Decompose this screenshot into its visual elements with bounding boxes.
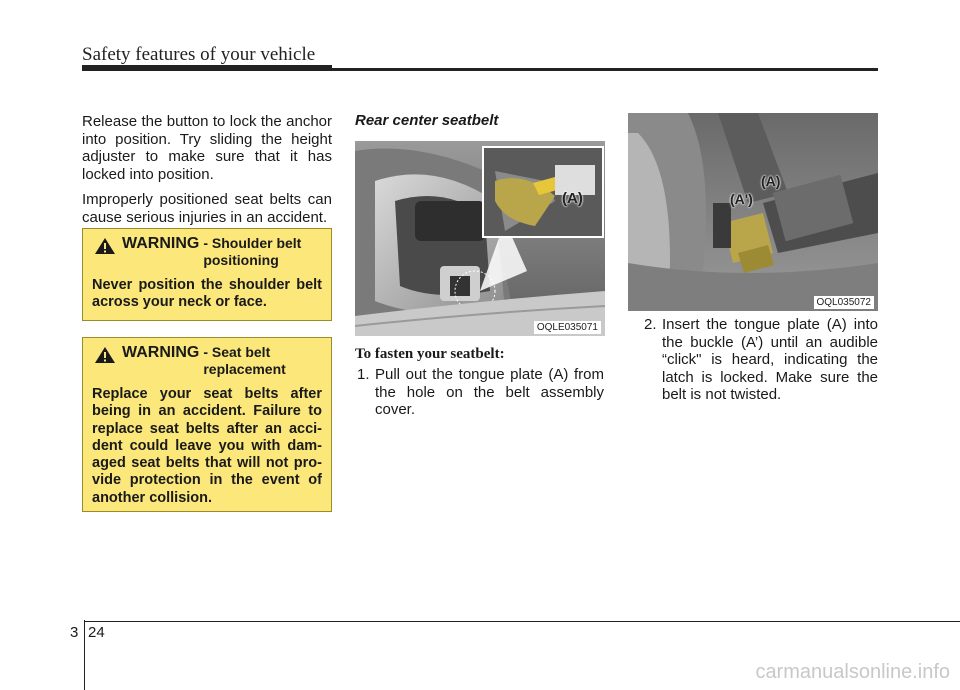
page-header-title: Safety features of your vehicle: [82, 44, 316, 65]
warning-body: Never position the shoulder belt across your neck or face.: [92, 277, 322, 311]
watermark: carmanualsonline.info: [755, 661, 950, 683]
warning-box-seat-belt-replacement: [82, 337, 332, 512]
photo-buckle-insert: [628, 113, 878, 311]
step-text: Pull out the tongue plate (A) from the hole on the belt assembly cover.: [375, 366, 604, 418]
step-number: 1.: [357, 366, 370, 383]
footer-rule: [84, 621, 960, 622]
warning-label: WARNING: [122, 235, 200, 252]
warning-body: Replace your seat belts after being in an accident. Failure to replace seat belts after an acci-dent could leave you with dam-aged seat belts that will not pro-vide protection in the event of another collision.: [92, 386, 322, 506]
belt-cover-illustration: [355, 141, 605, 336]
page-section-number: 3: [70, 624, 79, 641]
photo-code: OQLE035071: [534, 321, 601, 334]
photo-code: OQL035072: [814, 296, 875, 309]
warning-subtitle: - Seat belt replacement: [203, 344, 286, 377]
header-rule: [82, 68, 878, 71]
warning-triangle-icon: [94, 237, 116, 255]
warning-subtitle: - Shoulder belt positioning: [203, 235, 302, 268]
photo-belt-assembly-cover: [355, 141, 605, 336]
step-text: Insert the tongue plate (A) into the buckle (A’) until an audible “click" is heard, indicating the latch is locked. Make sure the belt is not twisted.: [662, 316, 878, 403]
left-column: [82, 113, 332, 234]
photo-callout-a: (A): [562, 190, 583, 207]
step-2: [644, 316, 878, 404]
photo-callout-a-prime: (A'): [730, 191, 753, 207]
warning-label: WARNING: [122, 344, 200, 361]
step-1: [357, 366, 604, 419]
paragraph-improper-position: Improperly positioned seat belts can cause serious injuries in an accident.: [82, 191, 332, 226]
page-number: 24: [88, 624, 105, 641]
warning-box-shoulder-belt: [82, 228, 332, 321]
footer-divider: [84, 620, 85, 690]
paragraph-release-button: Release the button to lock the anchor into position. Try sliding the height adjuster to make sure that it has locked into position.: [82, 113, 332, 183]
photo-callout-a: (A): [761, 173, 781, 189]
buckle-illustration: [628, 113, 878, 311]
subheading-fasten-seatbelt: To fasten your seatbelt:: [355, 346, 505, 362]
warning-triangle-icon: [94, 346, 116, 364]
step-number: 2.: [644, 316, 657, 333]
section-title-rear-center-seatbelt: Rear center seatbelt: [355, 112, 499, 129]
